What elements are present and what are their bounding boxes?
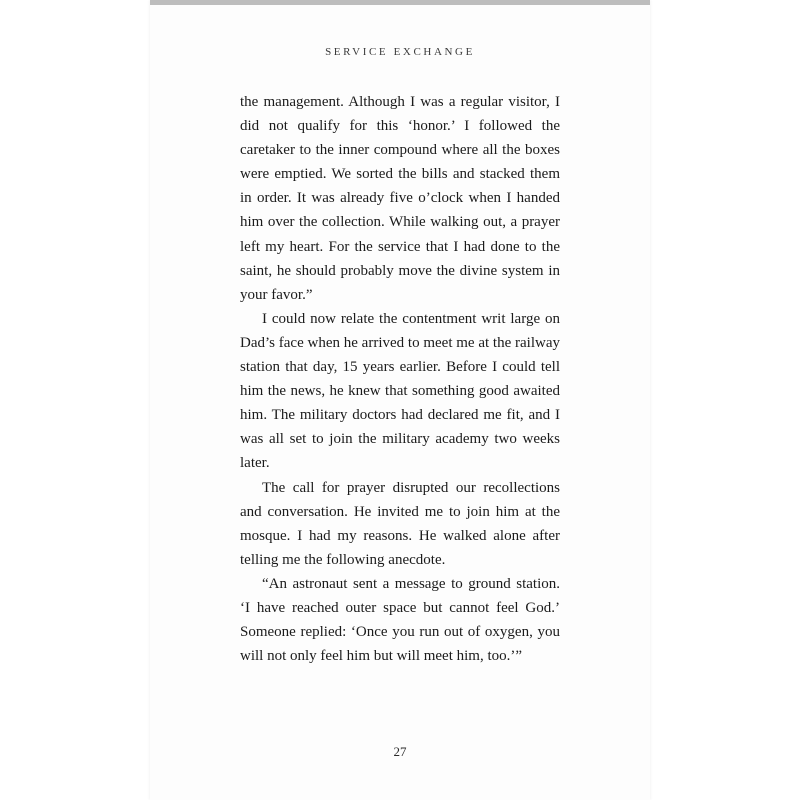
paragraph-continuation: the management. Although I was a regular visitor, I did not qualify for this ‘honor.’ I followed the caretaker to the inner compound where all the boxes were emptied. We sorted the bills and stacked them in order. It was already five o’clock when I handed him over the collection. While walking out, a prayer left my heart. For the service that I had done to the saint, he should probably move the divine system in your favor.” (240, 94, 560, 303)
running-head: SERVICE EXCHANGE (325, 46, 475, 58)
page-number: 27 (393, 744, 407, 759)
book-page (150, 0, 650, 800)
paragraph-dad-contentment: I could now relate the contentment writ large on Dad’s face when he arrived to meet me at the railway station that day, 15 years earlier. Before I could tell him the news, he knew that something good awaited him. The military doctors had declared me fit, and I was all set to join the military academy two weeks later. (240, 310, 560, 472)
paragraph-astronaut-anecdote: “An astronaut sent a message to ground station. ‘I have reached outer space but cannot feel God.’ Someone replied: ‘Once you run out of oxygen, you will not only feel him but will meet him, too.’” (240, 575, 560, 665)
top-border-rule (150, 0, 650, 5)
body-text (240, 90, 560, 668)
paragraph-call-for-prayer: The call for prayer disrupted our recollections and conversation. He invited me to join him at the mosque. I had my reasons. He walked alone after telling me the following anecdote. (240, 479, 560, 568)
